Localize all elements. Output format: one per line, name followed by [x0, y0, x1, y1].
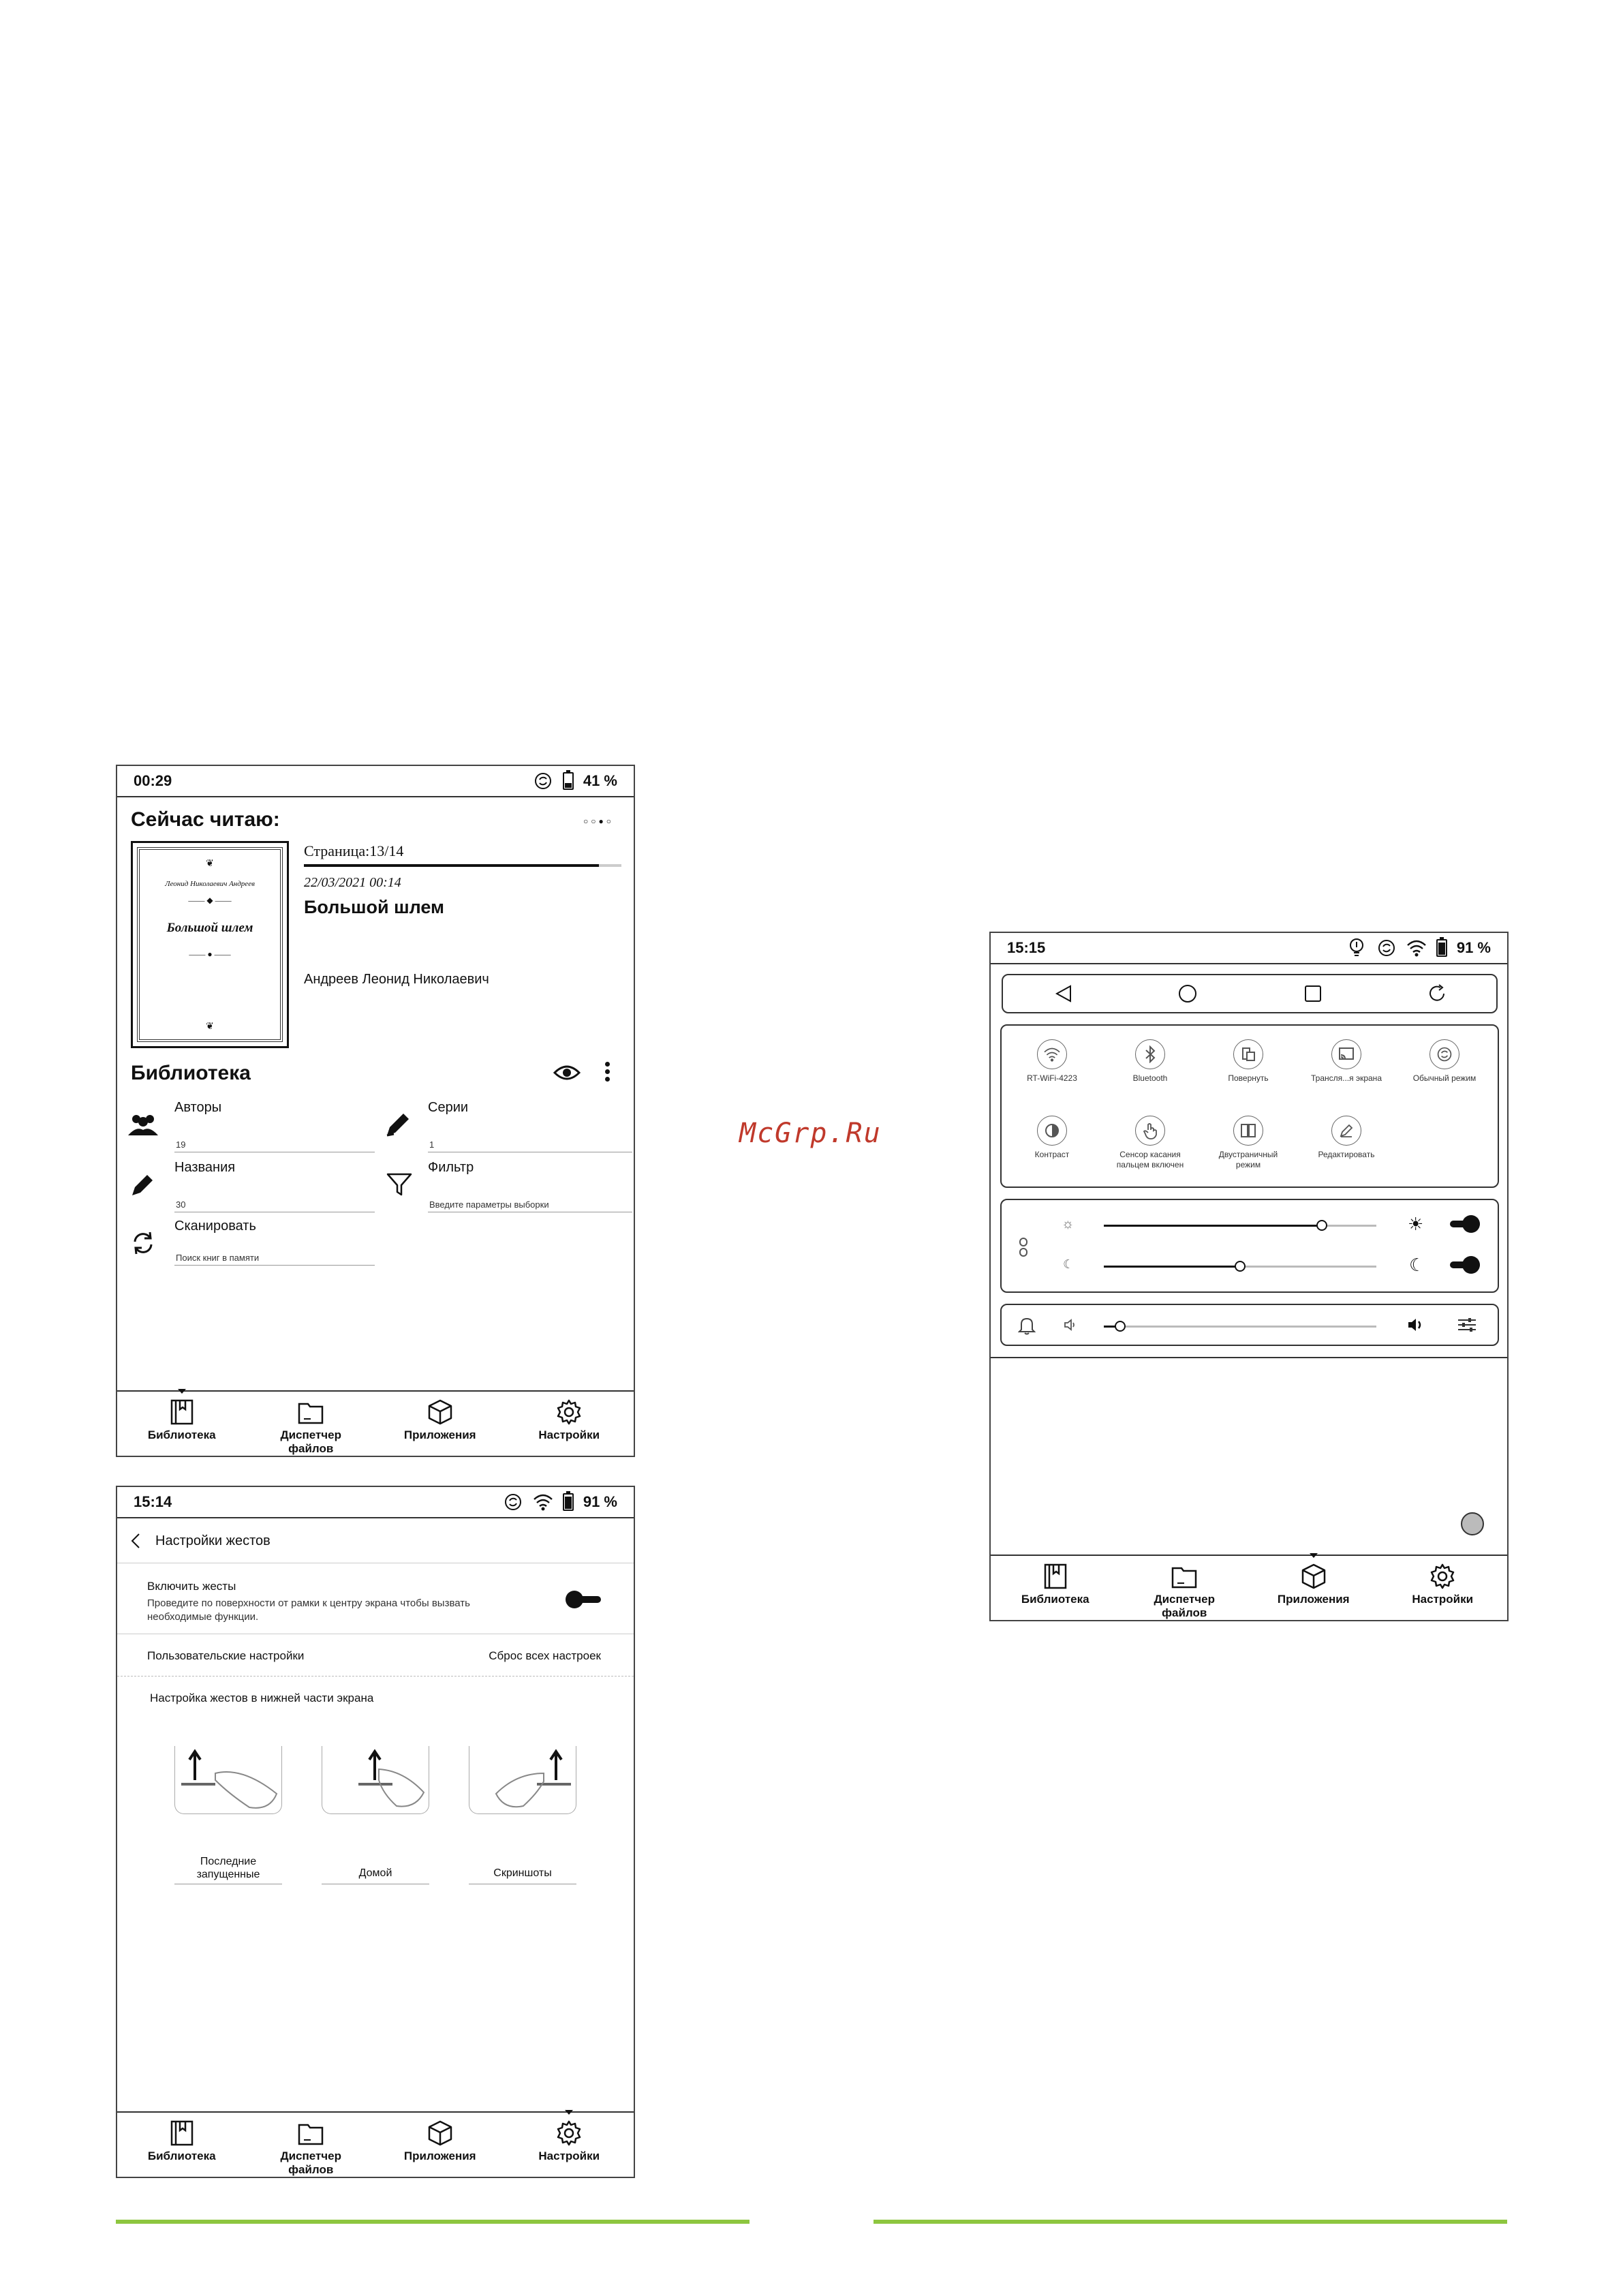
footer-line-left: [116, 2220, 749, 2224]
nav-library[interactable]: Библиотека: [991, 1556, 1120, 1620]
battery-percent: 91 %: [583, 1493, 617, 1510]
nav-settings[interactable]: Настройки: [505, 2113, 634, 2177]
equalizer-icon[interactable]: [1457, 1316, 1477, 1337]
link-icon[interactable]: [1018, 1237, 1029, 1261]
enable-gestures-title: Включить жесты: [147, 1580, 236, 1593]
qs-mode[interactable]: Обычный режим: [1397, 1039, 1492, 1084]
moon-large-icon: ☾: [1409, 1255, 1425, 1275]
swipe-home-icon: [322, 1746, 429, 1814]
battery-percent: 41 %: [583, 772, 617, 789]
qs-wifi[interactable]: RT-WiFi-4223: [1004, 1039, 1100, 1084]
cover-title: Большой шлем: [166, 921, 253, 935]
cover-ornament-top: ❦: [206, 859, 214, 869]
reading-progress: [304, 864, 621, 867]
sun-small-icon: ☼: [1062, 1216, 1075, 1231]
floating-ball[interactable]: [1461, 1512, 1484, 1535]
status-time: 15:14: [134, 1493, 172, 1510]
wifi-icon: [1037, 1039, 1067, 1069]
sync-icon: [503, 1492, 523, 1512]
gesture-card-recent[interactable]: [174, 1746, 282, 1880]
nav-library[interactable]: Библиотека: [117, 1392, 247, 1456]
nav-files[interactable]: Диспетчер файлов: [247, 2113, 376, 2177]
enable-gestures-desc-1: Проведите по поверхности от рамки к центру экрана чтобы вызвать: [147, 1597, 470, 1609]
nav-files[interactable]: Диспетчер файлов: [247, 1392, 376, 1456]
footer-line-right: [874, 2220, 1507, 2224]
hand-icon: [1135, 1116, 1165, 1146]
gesture-screenshot-label: Скриншоты: [493, 1867, 552, 1879]
titles-label: Названия: [174, 1160, 236, 1175]
bottom-nav: [117, 2111, 634, 2177]
nav-keys-panel: [1002, 974, 1498, 1013]
watermark: McGrp.Ru: [739, 1118, 882, 1149]
titles-item[interactable]: [127, 1160, 372, 1214]
titles-count: 30: [176, 1199, 186, 1210]
volume-high-icon: [1406, 1316, 1425, 1337]
filter-label: Фильтр: [428, 1160, 474, 1175]
warmth-slider[interactable]: [1104, 1266, 1376, 1268]
qs-contrast[interactable]: Контраст: [1004, 1116, 1100, 1160]
bluetooth-icon: [1135, 1039, 1165, 1069]
eye-icon[interactable]: [553, 1063, 581, 1086]
user-settings-label[interactable]: Пользовательские настройки: [147, 1649, 305, 1662]
nav-settings[interactable]: Настройки: [1378, 1556, 1508, 1620]
bell-icon[interactable]: [1018, 1316, 1036, 1338]
bottom-gestures-title: Настройка жестов в нижней части экрана: [150, 1692, 374, 1704]
cover-ornament-bottom: ❦: [206, 1022, 214, 1032]
gesture-card-home[interactable]: [322, 1746, 429, 1879]
panel-divider: [991, 1357, 1507, 1358]
book-title[interactable]: Большой шлем: [304, 897, 445, 917]
last-read-date: 22/03/2021 00:14: [304, 875, 401, 890]
cover-ornament-low: —— ● ——: [189, 949, 231, 959]
book-icon: [167, 1397, 197, 1427]
edit-icon: [1331, 1116, 1361, 1146]
qs-dual-page[interactable]: Двустраничный режим: [1201, 1116, 1296, 1170]
battery-percent: 91 %: [1456, 939, 1491, 956]
more-vert-icon[interactable]: [605, 1062, 610, 1082]
light-panel: [1000, 1199, 1499, 1293]
active-marker: [565, 2110, 573, 2115]
scan-label: Сканировать: [174, 1219, 256, 1234]
nav-library[interactable]: Библиотека: [117, 2113, 247, 2177]
swipe-up-icon: [174, 1746, 282, 1814]
reset-settings-button[interactable]: Сброс всех настроек: [489, 1649, 601, 1662]
qs-rotate[interactable]: Повернуть: [1201, 1039, 1296, 1084]
gesture-recent-label-1: Последние: [200, 1856, 257, 1867]
bottom-nav: [991, 1555, 1507, 1620]
qs-cast[interactable]: Трансля...я экрана: [1299, 1039, 1394, 1084]
gesture-card-screenshot[interactable]: [469, 1746, 576, 1879]
home-circle-icon[interactable]: [1177, 983, 1198, 1007]
bottom-nav: [117, 1390, 634, 1456]
battery-icon: [1436, 939, 1447, 957]
page-title: Настройки жестов: [155, 1533, 270, 1548]
screen-gestures: [116, 1486, 635, 2178]
brightness-slider[interactable]: [1104, 1225, 1376, 1227]
refresh-icon[interactable]: [1427, 983, 1447, 1007]
filter-hint: Введите параметры выборки: [429, 1199, 549, 1210]
nav-apps[interactable]: Приложения: [375, 2113, 505, 2177]
rotate-icon: [1233, 1039, 1263, 1069]
authors-count: 19: [176, 1139, 186, 1150]
cover-frame: [137, 847, 283, 1042]
battery-icon: [563, 772, 574, 790]
authors-item[interactable]: [127, 1100, 372, 1154]
dual-page-icon: [1233, 1116, 1263, 1146]
cast-icon: [1331, 1039, 1361, 1069]
nav-apps[interactable]: Приложения: [1249, 1556, 1378, 1620]
active-marker: [1310, 1553, 1318, 1558]
refresh-icon: [129, 1229, 157, 1260]
cover-author: Леонид Николаевич Андреев: [165, 880, 255, 888]
refresh-mode-icon: [1429, 1039, 1459, 1069]
sync-icon: [1376, 938, 1397, 958]
sync-icon: [533, 771, 553, 791]
status-bar: [117, 766, 634, 797]
enable-gestures-row[interactable]: [117, 1563, 634, 1634]
quick-toggles-panel: [1000, 1024, 1499, 1188]
gesture-recent-label-2: запущенные: [196, 1869, 260, 1880]
cube-icon: [425, 2118, 455, 2148]
nav-settings[interactable]: Настройки: [505, 1392, 634, 1456]
gestures-toggle[interactable]: [566, 1591, 601, 1608]
cube-icon: [1299, 1561, 1329, 1591]
moon-small-icon: ☾: [1063, 1257, 1075, 1271]
contrast-icon: [1037, 1116, 1067, 1146]
lightbulb-icon: [1346, 938, 1367, 958]
folder-icon: [296, 2118, 326, 2148]
screen-quick-settings: [989, 932, 1509, 1621]
series-item[interactable]: [383, 1100, 635, 1154]
series-count: 1: [429, 1139, 435, 1150]
filter-icon: [386, 1171, 413, 1201]
pencil-icon: [129, 1171, 157, 1201]
gear-icon: [1427, 1561, 1457, 1591]
user-settings-row: [117, 1634, 634, 1677]
back-triangle-icon[interactable]: [1053, 983, 1074, 1007]
nav-files[interactable]: Диспетчер файлов: [1120, 1556, 1250, 1620]
filter-item[interactable]: [383, 1160, 635, 1214]
sun-large-icon: ☀: [1408, 1214, 1424, 1234]
qs-touch[interactable]: Сенсор касания пальцем включен: [1102, 1116, 1198, 1170]
swipe-screenshot-icon: [469, 1746, 576, 1814]
warmth-toggle[interactable]: [1444, 1256, 1480, 1274]
cube-icon: [425, 1397, 455, 1427]
volume-panel: [1000, 1304, 1499, 1346]
people-icon: [127, 1111, 159, 1142]
folder-icon: [296, 1397, 326, 1427]
back-icon[interactable]: [129, 1532, 142, 1553]
reading-progress-fill: [304, 864, 599, 867]
status-bar: [991, 933, 1507, 964]
active-marker: [178, 1389, 186, 1394]
reading-title: Сейчас читаю:: [131, 808, 280, 831]
book-cover[interactable]: [131, 841, 289, 1048]
wifi-icon: [533, 1492, 553, 1512]
cover-ornament-mid: —— ◆ ——: [188, 896, 232, 905]
pen-icon: [383, 1109, 413, 1143]
folder-icon: [1169, 1561, 1199, 1591]
enable-gestures-desc-2: необходимые функции.: [147, 1611, 259, 1623]
recents-square-icon[interactable]: [1303, 983, 1323, 1007]
qs-bluetooth[interactable]: Bluetooth: [1102, 1039, 1198, 1084]
nav-apps[interactable]: Приложения: [375, 1392, 505, 1456]
header-bar: [117, 1518, 634, 1563]
volume-low-icon: [1063, 1317, 1078, 1336]
scan-item[interactable]: [127, 1219, 372, 1273]
authors-label: Авторы: [174, 1100, 222, 1115]
book-icon: [167, 2118, 197, 2148]
status-time: 15:15: [1007, 939, 1046, 956]
gear-icon: [554, 1397, 584, 1427]
book-author: Андреев Леонид Николаевич: [304, 972, 489, 987]
volume-slider[interactable]: [1104, 1326, 1376, 1328]
library-title: Библиотека: [131, 1062, 251, 1084]
page-dots: ○○●○: [583, 816, 614, 826]
wifi-icon: [1406, 938, 1427, 958]
screen-library: [116, 765, 635, 1457]
page-info: Страница:13/14: [304, 842, 404, 859]
gesture-home-label: Домой: [358, 1867, 392, 1879]
gear-icon: [554, 2118, 584, 2148]
qs-edit[interactable]: Редактировать: [1299, 1116, 1394, 1160]
battery-icon: [563, 1493, 574, 1511]
brightness-toggle[interactable]: [1444, 1215, 1480, 1233]
scan-hint: Поиск книг в памяти: [176, 1253, 260, 1263]
status-time: 00:29: [134, 772, 172, 789]
book-icon: [1040, 1561, 1070, 1591]
status-bar: [117, 1487, 634, 1518]
series-label: Серии: [428, 1100, 469, 1115]
